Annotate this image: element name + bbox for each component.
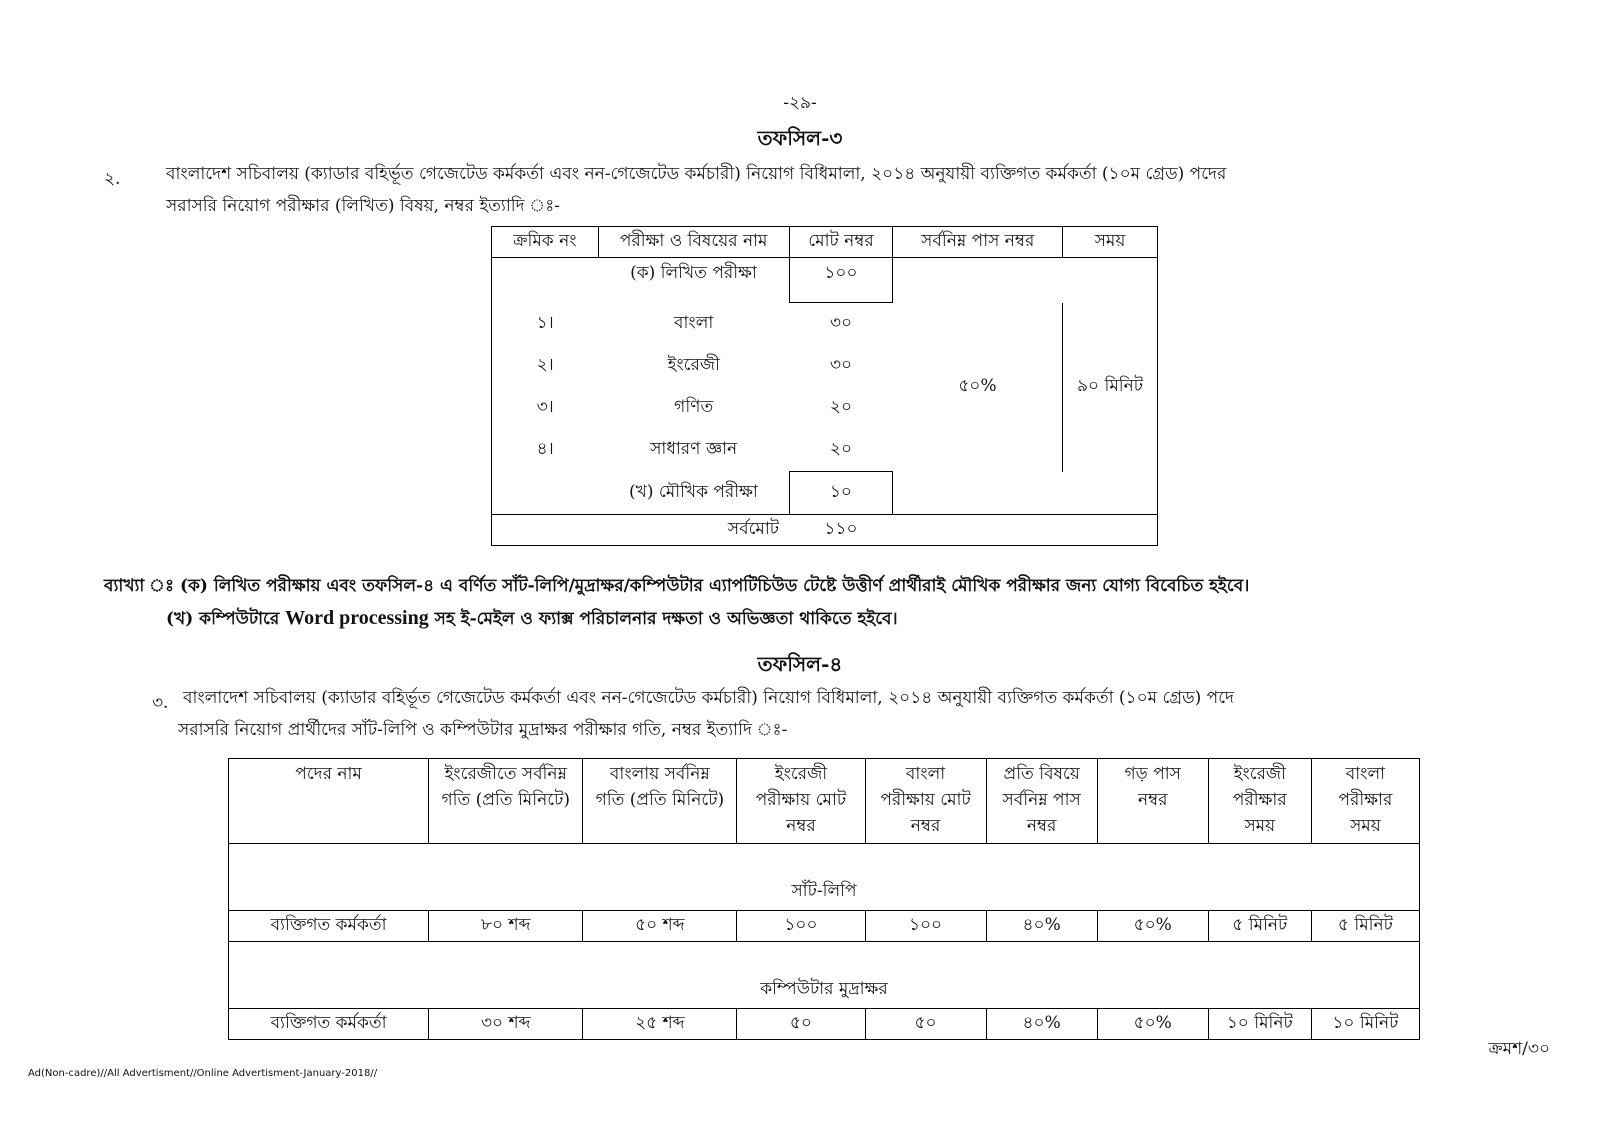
cell-bangla-time: ৫ মিনিট [1311,911,1419,942]
cell-min-pass: ৪০% [986,1009,1097,1040]
group-row-typing [229,942,1420,1009]
cell-bangla-speed: ২৫ শব্দ [583,1009,737,1040]
row-serial: ৩। [492,387,599,429]
grand-total: ১১০ [789,514,893,545]
continued-note: ক্রমশ/৩০ [1488,1039,1550,1059]
cell-post: ব্যক্তিগত কর্মকর্তা [229,1009,429,1040]
explanation-a: ব্যাখ্যা ঃ (ক) লিখিত পরীক্ষায় এবং তফসিল-৪ এ বর্ণিত সাঁট-লিপি/মুদ্রাক্ষর/কম্পিউটার এ্যাপটিচিউড টেষ্টে উত্তীর্ণ প্রার্থীরাই মৌখিক পরীক্ষার জন্য যোগ্য বিবেচিত হইবে। [104,576,1250,596]
table-header-row [492,227,1158,258]
col-avg-pass: গড় পাস নম্বর [1097,759,1208,844]
col-bangla-total: বাংলা পরীক্ষায় মোট নম্বর [865,759,986,844]
schedule3-intro [166,158,1566,222]
table-row [492,303,1158,346]
col-total-marks: মোট নম্বর [789,227,893,258]
cell-bangla-total: ৫০ [865,1009,986,1040]
cell-avg-pass: ৫০% [1097,911,1208,942]
row-subject: বাংলা [674,312,714,333]
col-post-name: পদের নাম [229,759,429,844]
col-subject: পরীক্ষা ও বিষয়ের নাম [598,227,789,258]
col-english-total: ইংরেজী পরীক্ষায় মোট নম্বর [737,759,865,844]
written-exam-table [491,226,1158,546]
table-header-row [229,759,1420,844]
schedule3-line1: বাংলাদেশ সচিবালয় (ক্যাডার বহির্ভূত গেজেটেড কর্মকর্তা এবং নন-গেজেটেড কর্মচারী) নিয়োগ বিধিমালা, ২০১৪ অনুযায়ী ব্যক্তিগত কর্মকর্তা (১০ম গ্রেড) পদের [166,164,1227,184]
schedule3-line2: সরাসরি নিয়োগ পরীক্ষার (লিখিত) বিষয়, নম্বর ইত্যাদি ঃ- [166,196,561,216]
row-subject: ইংরেজী [667,355,720,375]
grand-total-row [492,514,1158,545]
schedule3-number: ২. [104,169,121,189]
col-bangla-time: বাংলা পরীক্ষার সময় [1311,759,1419,844]
shorthand-typing-table [228,758,1420,1040]
cell-bangla-total: ১০০ [865,911,986,942]
page-number: -২৯- [783,93,817,113]
col-pass-marks: সর্বনিম্ন পাস নম্বর [893,227,1063,258]
cell-post: ব্যক্তিগত কর্মকর্তা [229,911,429,942]
cell-min-pass: ৪০% [986,911,1097,942]
cell-bangla-speed: ৫০ শব্দ [583,911,737,942]
cell-english-total: ৫০ [737,1009,865,1040]
group-label: কম্পিউটার মুদ্রাক্ষর [229,942,1420,1009]
schedule4-line2: সরাসরি নিয়োগ প্রার্থীদের সাঁট-লিপি ও কম্পিউটার মুদ্রাক্ষর পরীক্ষার গতি, নম্বর ইত্যাদি ঃ- [178,720,788,740]
footer-code: Ad(Non-cadre)//All Advertisment//Online Advertisment-January-2018// [28,1068,378,1079]
row-marks: ৩০ [829,313,853,333]
pass-mark: ৫০% [958,376,997,396]
row-serial: ২। [492,345,599,387]
oral-total: ১০ [789,472,893,515]
oral-label: (খ) মৌখিক পরীক্ষা [629,481,758,502]
written-label: (ক) লিখিত পরীক্ষা [630,263,757,283]
col-english-time: ইংরেজী পরীক্ষার সময় [1208,759,1311,844]
col-time: সময় [1063,227,1158,258]
schedule3-title: তফসিল-৩ [757,126,843,150]
group-row-shorthand [229,844,1420,911]
row-marks: ৩০ [829,355,853,375]
grand-total-label: সর্বমোট [598,514,789,545]
schedule4-number: ৩. [152,693,169,713]
cell-english-time: ১০ মিনিট [1208,1009,1311,1040]
schedule4-line1: বাংলাদেশ সচিবালয় (ক্যাডার বহির্ভূত গেজেটেড কর্মকর্তা এবং নন-গেজেটেড কর্মচারী) নিয়োগ বিধিমালা, ২০১৪ অনুযায়ী ব্যক্তিগত কর্মকর্তা (১০ম গ্রেড) পদে [183,688,1234,708]
cell-english-speed: ৩০ শব্দ [429,1009,583,1040]
row-subject: গণিত [674,397,714,417]
row-serial: ৪। [492,429,599,472]
col-english-speed: ইংরেজীতে সর্বনিম্ন গতি (প্রতি মিনিটে) [429,759,583,844]
table-row [229,1009,1420,1040]
cell-english-total: ১০০ [737,911,865,942]
col-min-pass: প্রতি বিষয়ে সর্বনিম্ন পাস নম্বর [986,759,1097,844]
group-label: সাঁট-লিপি [229,844,1420,911]
row-subject: সাধারণ জ্ঞান [650,439,738,460]
table-row [229,911,1420,942]
row-marks: ২০ [829,397,853,417]
cell-english-time: ৫ মিনিট [1208,911,1311,942]
explanation-b-post: সহ ই-মেইল ও ফ্যাক্স পরিচালনার দক্ষতা ও অভিজ্ঞতা থাকিতে হইবে। [434,609,898,629]
row-serial: ১। [492,303,599,346]
written-label-row [492,258,1158,303]
col-bangla-speed: বাংলায় সর্বনিম্ন গতি (প্রতি মিনিটে) [583,759,737,844]
cell-avg-pass: ৫০% [1097,1009,1208,1040]
row-marks: ২০ [829,439,853,459]
schedule4-intro [178,682,1583,746]
explanation-b [166,602,1566,635]
cell-english-speed: ৮০ শব্দ [429,911,583,942]
explanation-b-latin: Word processing [285,607,429,629]
schedule4-title: তফসিল-৪ [757,652,843,676]
cell-bangla-time: ১০ মিনিট [1311,1009,1419,1040]
written-total: ১০০ [789,258,893,303]
oral-row [492,472,1158,515]
exam-time: ৯০ মিনিট [1063,303,1158,472]
col-serial: ক্রমিক নং [492,227,599,258]
explanation-b-pre: (খ) কম্পিউটারে [166,609,280,629]
